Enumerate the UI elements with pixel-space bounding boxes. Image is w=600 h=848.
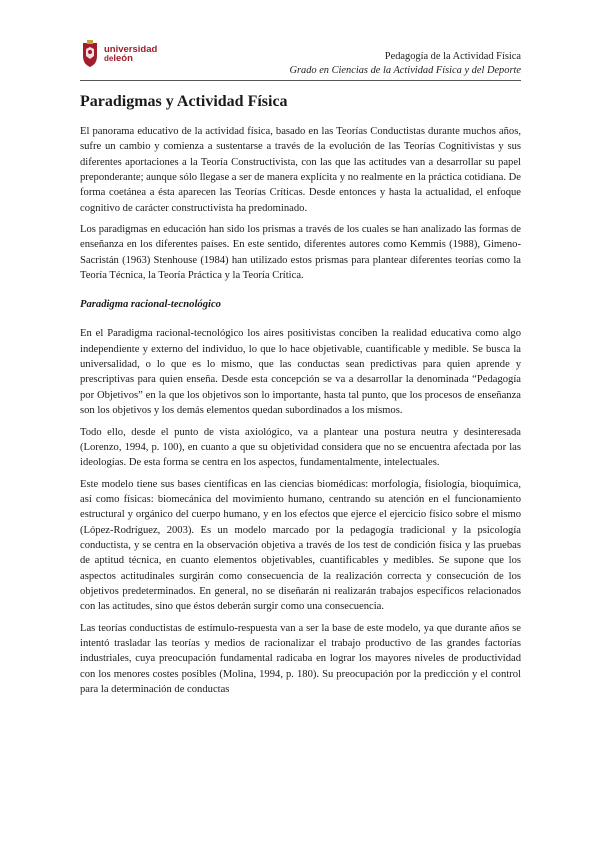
- course-name: Pedagogía de la Actividad Física: [384, 51, 521, 62]
- logo-leon: león: [113, 53, 133, 64]
- logo-line-1: universidad: [104, 44, 158, 55]
- running-header: [289, 50, 521, 78]
- paragraph: En el Paradigma racional-tecnológico los aires positivistas conciben la realidad educativa como algo independiente y externo del individuo, lo que lo hace objetivable, cuantificable y medible. Se busca la universalidad, o lo que es lo mismo, que las conductas sean predictivas para quien aprende y prescriptivas para quien enseña. Desde esta concepción se va a desarrollar la denominada “Pedagogía por Objetivos” en la que los objetivos son lo importante, hasta tal punto, que los procesos de enseñanza son los objetivos y los demás elementos quedan subordinados a los mismos.: [80, 328, 521, 417]
- section-heading: Paradigma racional-tecnológico: [80, 299, 221, 311]
- paragraph: Los paradigmas en educación han sido los prismas a través de los cuales se han analizado las formas de enseñanza en los diferentes países. En este sentido, diferentes autores como Kemmis (1988), Gimeno-Sacristán (1963) Stenhouse (1984) han utilizado estos prismas para plantear diferentes teorías como la Teoría Técnica, la Teoría Práctica y la Teoría Crítica.: [80, 224, 521, 282]
- main-content: [80, 92, 521, 703]
- paragraph: Todo ello, desde el punto de vista axiológico, va a plantear una postura neutra y desinteresada (Lorenzo, 1994, p. 100), en cuanto a que su objetividad considera que no se encuentra afectada por las ideologías. De esta forma se centra en los aspectos, fundamentalmente, intelectuales.: [80, 426, 521, 469]
- paragraph: El panorama educativo de la actividad física, basado en las Teorías Conductistas durante muchos años, sufre un cambio y comienza a sustentarse a través de la evolución de las Teorías Cognitivistas y sus diferentes aportaciones a la Teoría Constructivista, con las que las actitudes van a desarrollar su papel preponderante; aunque sólo llegase a ser de manera explícita y no realmente en la práctica cotidiana. De forma coetánea a ésta aparecen las Teorías Críticas. Desde entonces y hasta la actualidad, el enfoque cognitivo de carácter constructivista ha predominado.: [80, 126, 521, 214]
- logo-line-2: [104, 54, 157, 63]
- logo-wordmark: [104, 45, 157, 63]
- crest-icon: [80, 40, 100, 68]
- university-logo: [80, 39, 190, 69]
- header-divider: [80, 80, 521, 81]
- logo-de: de: [104, 54, 114, 63]
- degree-name: Grado en Ciencias de la Actividad Física y del Deporte: [289, 65, 521, 76]
- paragraph: Las teorías conductistas de estímulo-respuesta van a ser la base de este modelo, ya que durante años se intentó trasladar las teorías y medios de racionalizar el trabajo productivo de las grandes factorías industriales, cuya preocupación fundamental radicaba en lograr los mayores niveles de productividad con los menores costes posibles (Molina, 1994, p. 180). Su preocupación por la predicción y el control para la determinación de conductas: [80, 622, 521, 695]
- page-title: Paradigmas y Actividad Física: [80, 93, 288, 110]
- paragraph: Este modelo tiene sus bases científicas en las ciencias biomédicas: morfología, fisiología, bioquímica, así como físicas: biomecánica del movimiento humano, centrando su atención en el funcionamiento estructural y orgánico del cuerpo humano, y en los efectos que ejerce el ejercicio físico sobre el mismo (López-Rodríguez, 2003). Es un modelo marcado por la pedagogía tradicional y la psicología conductista, y se centra en la observación objetiva a través de los test de condición física y las pruebas de aptitud técnica, en cuanto elementos objetivables, cuantificables y medibles. Se supone que los aspectos actitudinales surgirán como consecuencia de la realización correcta y consecución de los objetivos predeterminados. En general, no se diseñarán ni realizarán trabajos específicos relacionados con las actitudes, sino que éstos deberán surgir como una consecuencia.: [80, 478, 521, 613]
